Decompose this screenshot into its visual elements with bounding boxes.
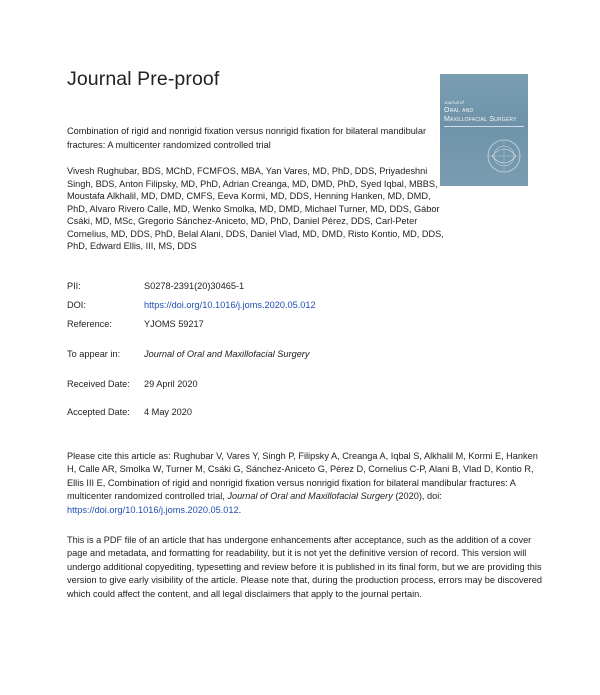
cover-title-line1: Oral and <box>444 107 474 114</box>
doi-label: DOI: <box>67 300 86 310</box>
received-date-value: 29 April 2020 <box>144 379 198 389</box>
appear-in-journal: Journal of Oral and Maxillofacial Surgery <box>144 349 310 359</box>
author-list: Vivesh Rughubar, BDS, MChD, FCMFOS, MBA, Yan Vares, MD, PhD, DDS, Priyadeshni Singh, BDS, Anton Filipsky, MD, PhD, Adrian Creanga, MD, DMD, PhD, Syed Iqbal, MBBS, Moustafa Alkhalil, MD, DMD, CMFS, Eeva Kormi, MD, DDS, Henning Hanken, MD, DMD, PhD, Alvaro Rivero Calle, MD, Wenko Smolka, MD, DMD, Michael Turner, MD, DDS, Gábor Csáki, MD, MSc, Gregorio Sánchez-Aniceto, MD, PhD, Daniel Pérez, DDS, Carl-Peter Cornelius, MD, DDS, PhD, Belal Alani, DDS, Daniel Vlad, MD, DMD, Risto Kontio, MD, DDS, PhD, Edward Ellis, III, MS, DDS <box>67 166 444 251</box>
cover-emblem-icon <box>484 134 524 178</box>
article-title: Combination of rigid and nonrigid fixation versus nonrigid fixation for bilateral mandibular fractures: A multicenter randomized controlled trial <box>67 126 427 150</box>
pii-value: S0278-2391(20)30465-1 <box>144 281 245 291</box>
reference-value: YJOMS 59217 <box>144 319 204 329</box>
accepted-date-label: Accepted Date: <box>67 407 130 417</box>
doi-link[interactable]: https://doi.org/10.1016/j.joms.2020.05.012 <box>144 300 316 310</box>
citation-end: . <box>238 504 242 515</box>
appear-in-label: To appear in: <box>67 349 121 359</box>
received-date-label: Received Date: <box>67 379 130 389</box>
citation-lead: Please cite this article as: Rughubar V, Vares Y, Singh P, Filipsky A, Creanga A, Iqbal S, Alkhalil M, Kormi E, Hanken H, Calle AR, Smolka W, Turner M, Csáki G, Sánchez-Aniceto G, Pérez D, Cornelius C-P, Alani B, Vlad D, Kontio R, Ellis III E, Combination of rigid and nonrigid fixation versus nonrigid fixation for bilateral mandibular fractures: A multicenter randomized controlled trial, <box>67 451 538 502</box>
cover-top-text: Journal of <box>444 100 464 105</box>
cover-title-line2: Maxillofacial Surgery <box>444 116 517 123</box>
cover-rule <box>444 126 524 127</box>
pii-label: PII: <box>67 281 81 291</box>
citation-paragraph <box>67 450 545 517</box>
disclaimer-paragraph: This is a PDF file of an article that has undergone enhancements after acceptance, such as the addition of a cover page and metadata, and formatting for readability, but it is not yet the definitive version of record. This version will undergo additional copyediting, typesetting and review before it is published in its final form, but we are providing this version to give early visibility of the article. Please note that, during the production process, errors may be discovered which could affect the content, and all legal disclaimers that apply to the journal pertain. <box>67 535 542 599</box>
accepted-date-value: 4 May 2020 <box>144 407 193 417</box>
citation-journal: Journal of Oral and Maxillofacial Surgery <box>227 491 393 502</box>
journal-cover-image <box>440 74 528 186</box>
citation-doi-link[interactable]: https://doi.org/10.1016/j.joms.2020.05.012 <box>67 504 239 515</box>
reference-label: Reference: <box>67 319 112 329</box>
citation-year-doi: (2020), doi: <box>395 491 442 502</box>
journal-pre-proof-heading: Journal Pre-proof <box>67 68 220 90</box>
